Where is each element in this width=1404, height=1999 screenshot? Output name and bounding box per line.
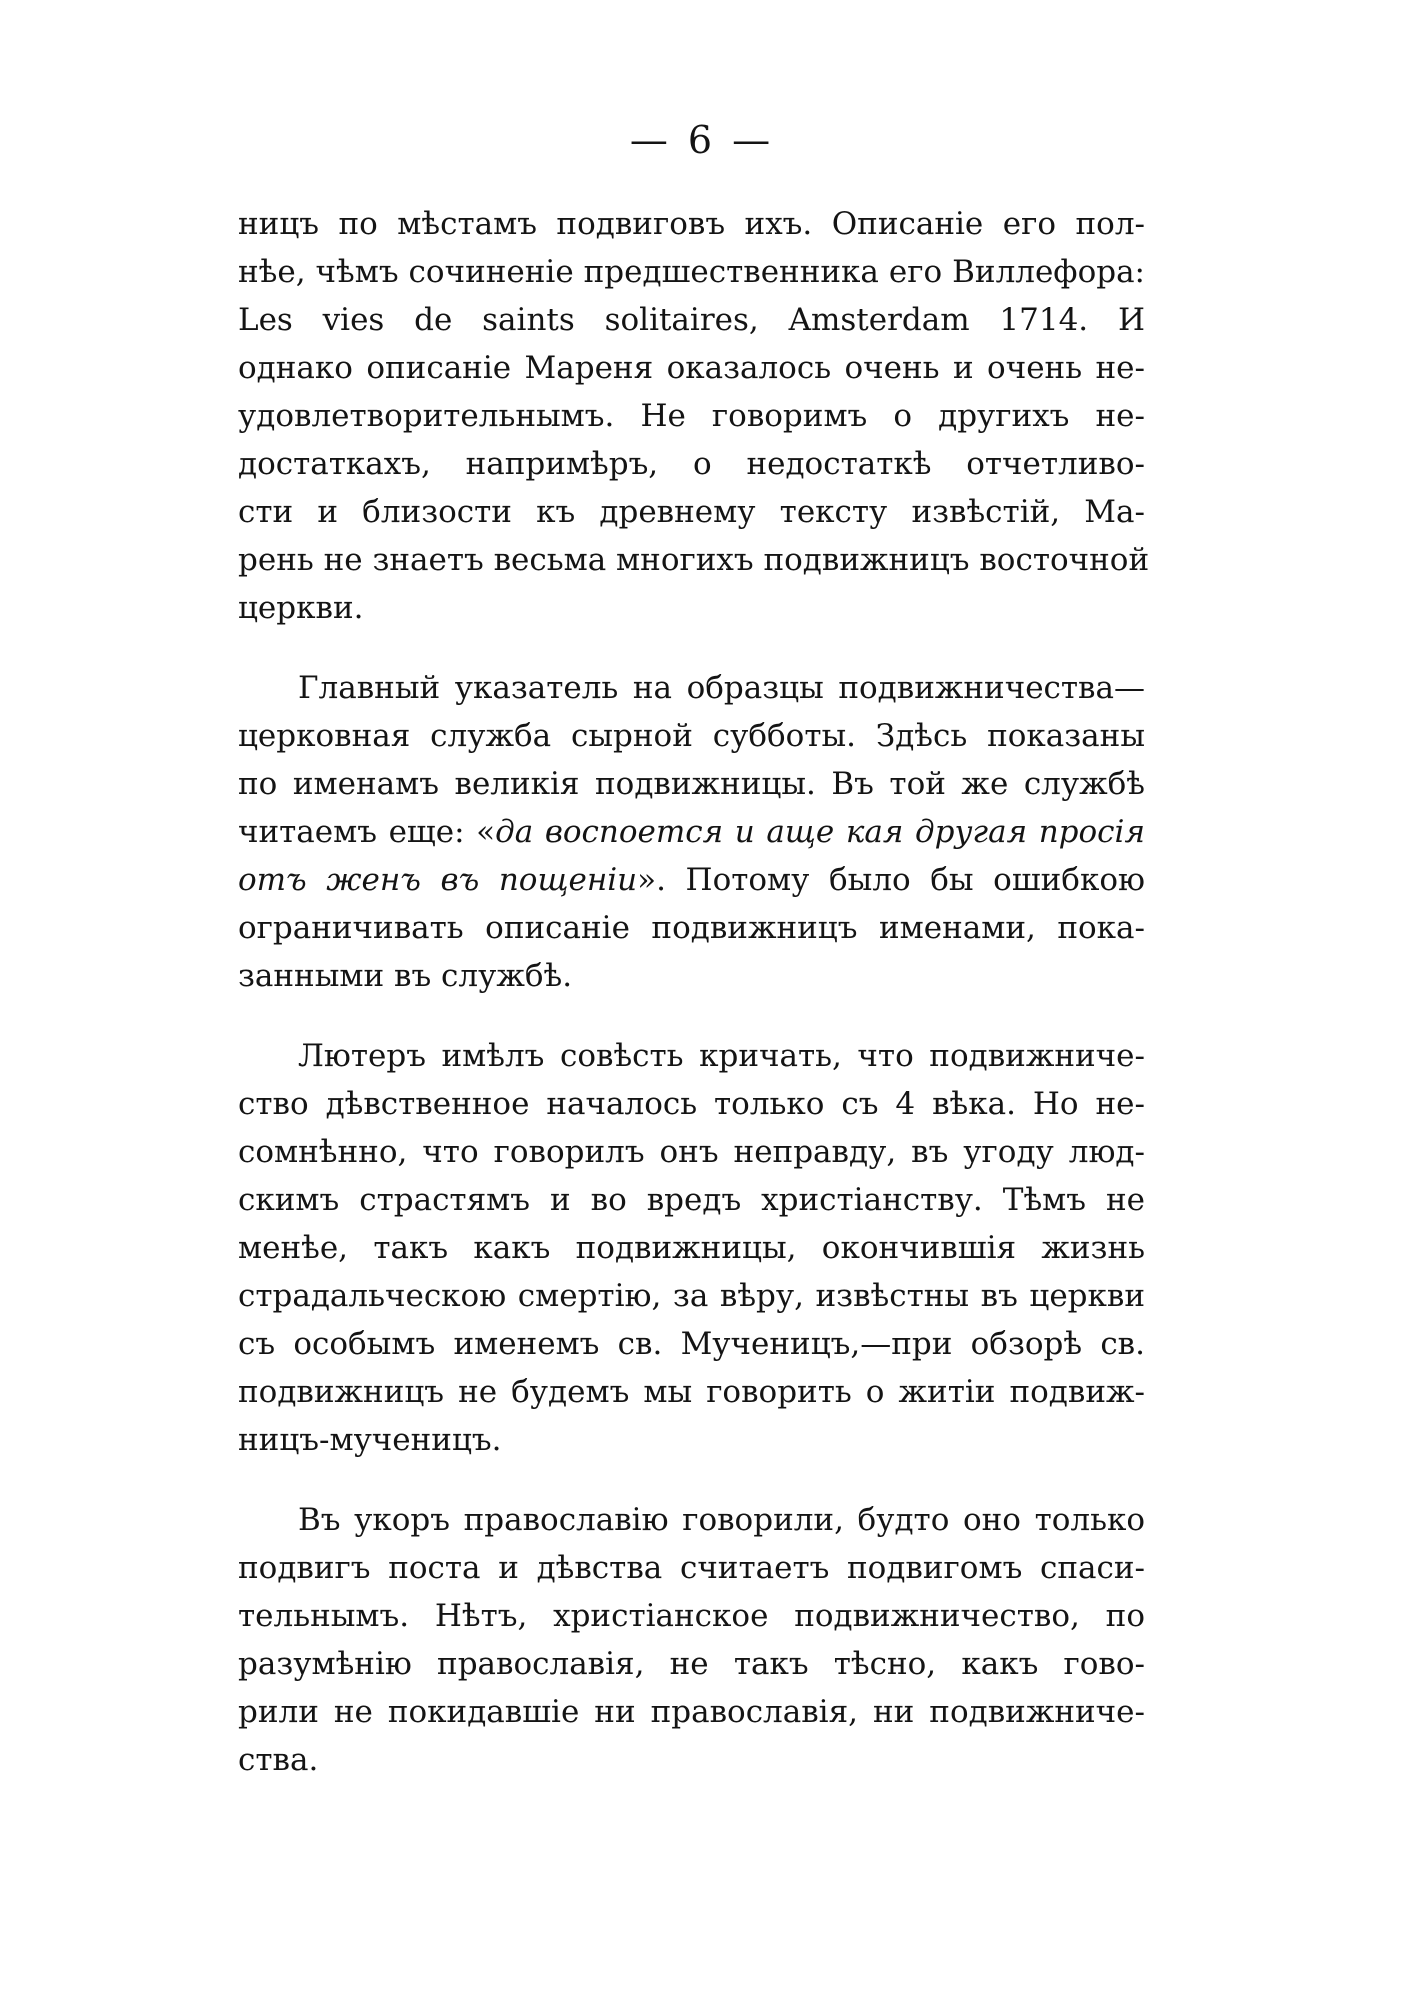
text-line: удовлетворительнымъ. Не говоримъ о другихъ не- [238, 398, 1145, 434]
text-line: тельнымъ. Нѣтъ, христіанское подвижничество, по [238, 1598, 1145, 1634]
text-run: ». Потому было бы ошибкою [637, 862, 1145, 898]
paragraph-3 [238, 1032, 1145, 1464]
text-line: сомнѣнно, что говорилъ онъ неправду, въ угоду люд- [238, 1134, 1145, 1170]
text-line: менѣе, такъ какъ подвижницы, окончившія жизнь [238, 1230, 1145, 1266]
paragraph-4 [238, 1496, 1145, 1784]
text-line: страдальческою смертію, за вѣру, извѣстны въ церкви [238, 1278, 1145, 1314]
text-line: однако описаніе Мареня оказалось очень и очень не- [238, 350, 1145, 386]
text-line-mixed [238, 856, 1145, 904]
text-line: подвижницъ не будемъ мы говорить о житіи подвиж- [238, 1374, 1145, 1410]
text-line: достаткахъ, напримѣръ, о недостаткѣ отчетливо- [238, 446, 1145, 482]
text-line: рили не покидавшіе ни православія, ни подвижниче- [238, 1694, 1145, 1730]
text-line: съ особымъ именемъ св. Мученицъ,—при обзорѣ св. [238, 1326, 1145, 1362]
text-line: рень не знаетъ весьма многихъ подвижницъ восточной [238, 542, 1150, 578]
paragraph-1 [238, 200, 1150, 632]
text-line: сти и близости къ древнему тексту извѣстій, Ма- [238, 494, 1145, 530]
text-line: разумѣнію православія, не такъ тѣсно, какъ гово- [238, 1646, 1145, 1682]
text-line: Главный указатель на образцы подвижничества— [298, 670, 1145, 706]
body-text [238, 200, 1150, 1784]
text-line-mixed [238, 808, 1145, 856]
text-line: Лютеръ имѣлъ совѣсть кричать, что подвижниче- [298, 1038, 1145, 1074]
paragraph-2 [238, 664, 1145, 1000]
text-line: ницъ по мѣстамъ подвиговъ ихъ. Описаніе его пол- [238, 206, 1145, 242]
text-line: Les vies de saints solitaires, Amsterdam 1714. И [238, 302, 1145, 338]
text-line: по именамъ великія подвижницы. Въ той же службѣ [238, 766, 1145, 802]
text-line: занными въ службѣ. [238, 958, 573, 994]
text-line: подвигъ поста и дѣвства считаетъ подвигомъ спаси- [238, 1550, 1145, 1586]
text-line: ство дѣвственное началось только съ 4 вѣка. Но не- [238, 1086, 1145, 1122]
text-line: ограничивать описаніе подвижницъ именами, пока- [238, 910, 1145, 946]
text-line: церкви. [238, 590, 364, 626]
text-line: нѣе, чѣмъ сочиненіе предшественника его Виллефора: [238, 254, 1145, 290]
quotation-italic: да воспоется и аще кая другая просія [495, 814, 1145, 850]
text-line: Въ укоръ православію говорили, будто оно только [298, 1502, 1145, 1538]
text-line: скимъ страстямъ и во вредъ христіанству. Тѣмъ не [238, 1182, 1145, 1218]
text-line: ства. [238, 1742, 319, 1778]
text-line: церковная служба сырной субботы. Здѣсь показаны [238, 718, 1145, 754]
text-run: читаемъ еще: « [238, 814, 496, 850]
quotation-italic: отъ женъ въ пощеніи [238, 862, 638, 898]
page-number: — 6 — [629, 118, 775, 162]
text-line: ницъ-мученицъ. [238, 1422, 502, 1458]
